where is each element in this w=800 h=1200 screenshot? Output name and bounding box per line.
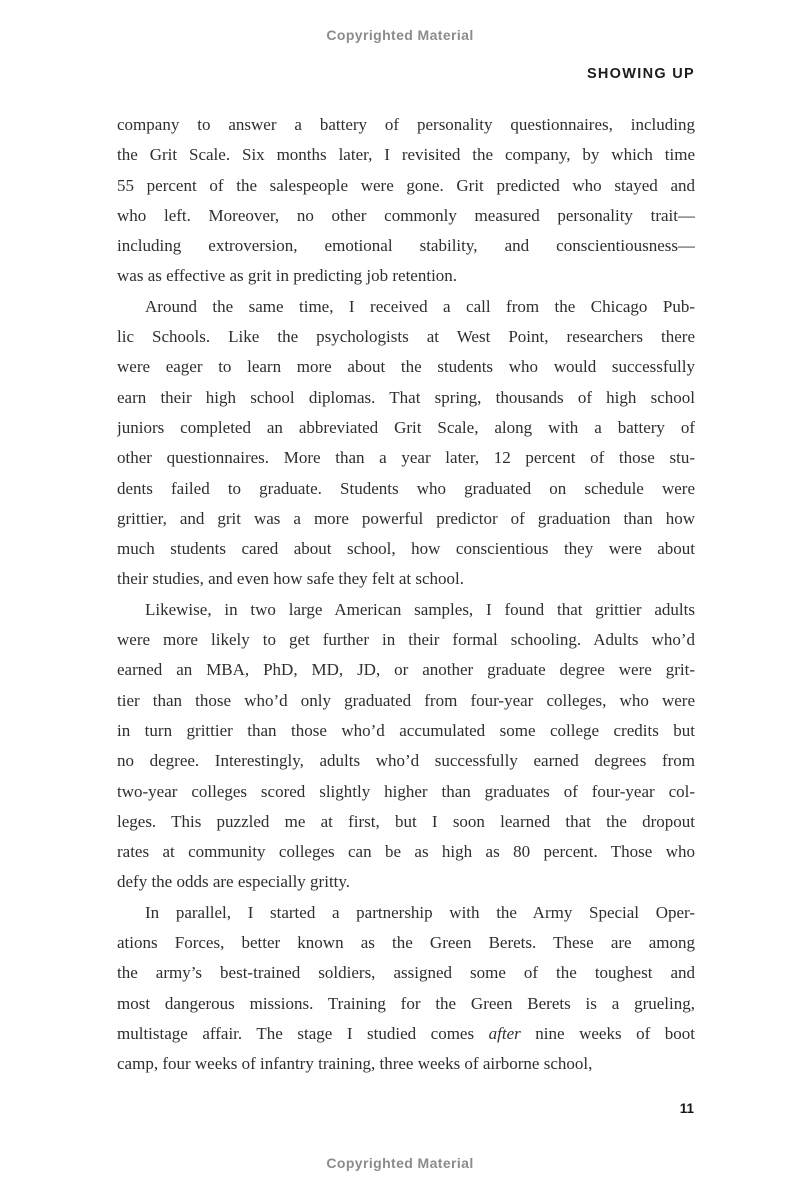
text-line: rates at community colleges can be as high as 80 percent. Those who bbox=[117, 842, 695, 862]
text-line: Likewise, in two large American samples, I found that grittier adults bbox=[145, 599, 695, 619]
text-line: ations Forces, better known as the Green Berets. These are among bbox=[117, 933, 695, 953]
text-line: dents failed to graduate. Students who graduated on schedule were bbox=[117, 478, 695, 498]
paragraph bbox=[117, 292, 695, 595]
text-line: lic Schools. Like the psychologists at West Point, researchers there bbox=[117, 327, 695, 347]
text-line: most dangerous missions. Training for the Green Berets is a grueling, bbox=[117, 993, 695, 1013]
text-line: the army’s best-trained soldiers, assigned some of the toughest and bbox=[117, 963, 695, 983]
text-line: In parallel, I started a partnership with the Army Special Oper- bbox=[145, 902, 695, 922]
text-line: Around the same time, I received a call from the Chicago Pub- bbox=[145, 296, 695, 316]
paragraph bbox=[117, 898, 695, 1080]
paragraph bbox=[117, 110, 695, 292]
text-line: their studies, and even how safe they felt at school. bbox=[117, 569, 464, 589]
running-header: SHOWING UP bbox=[586, 66, 695, 82]
text-line: leges. This puzzled me at first, but I soon learned that the dropout bbox=[117, 811, 695, 831]
text-line: were more likely to get further in their formal schooling. Adults who’d bbox=[117, 630, 695, 650]
text-line: was as effective as grit in predicting job retention. bbox=[117, 266, 458, 286]
text-line: camp, four weeks of infantry training, three weeks of airborne school, bbox=[117, 1054, 593, 1074]
text-line: juniors completed an abbreviated Grit Scale, along with a battery of bbox=[117, 417, 695, 437]
text-line: the Grit Scale. Six months later, I revisited the company, by which time bbox=[117, 145, 695, 165]
copyright-notice-top: Copyrighted Material bbox=[326, 27, 474, 43]
text-line: tier than those who’d only graduated from four-year colleges, who were bbox=[117, 690, 695, 710]
text-line: defy the odds are especially gritty. bbox=[117, 872, 351, 892]
text-line: much students cared about school, how conscientious they were about bbox=[117, 539, 695, 559]
text-line: two-year colleges scored slightly higher than graduates of four-year col- bbox=[117, 781, 695, 801]
text-line: including extroversion, emotional stability, and conscientiousness— bbox=[117, 236, 695, 256]
text-line: were eager to learn more about the students who would successfully bbox=[117, 357, 695, 377]
copyright-notice-bottom: Copyrighted Material bbox=[326, 1155, 474, 1171]
text-line: company to answer a battery of personality questionnaires, including bbox=[117, 115, 695, 134]
text-line: other questionnaires. More than a year later, 12 percent of those stu- bbox=[117, 448, 695, 468]
page-number: 11 bbox=[679, 1101, 694, 1116]
text-line: multistage affair. The stage I studied comes after nine weeks of boot bbox=[117, 1023, 695, 1043]
italic-text: after bbox=[488, 1023, 521, 1043]
text-line: earn their high school diplomas. That spring, thousands of high school bbox=[117, 387, 695, 407]
text-line: grittier, and grit was a more powerful predictor of graduation than how bbox=[117, 508, 695, 528]
body-text bbox=[117, 110, 695, 1080]
text-line: no degree. Interestingly, adults who’d successfully earned degrees from bbox=[117, 751, 695, 771]
text-line: earned an MBA, PhD, MD, JD, or another graduate degree were grit- bbox=[117, 660, 695, 680]
text-line: in turn grittier than those who’d accumulated some college credits but bbox=[117, 720, 695, 740]
text-line: who left. Moreover, no other commonly measured personality trait— bbox=[117, 205, 695, 225]
paragraph bbox=[117, 595, 695, 898]
text-line: 55 percent of the salespeople were gone. Grit predicted who stayed and bbox=[117, 175, 695, 195]
